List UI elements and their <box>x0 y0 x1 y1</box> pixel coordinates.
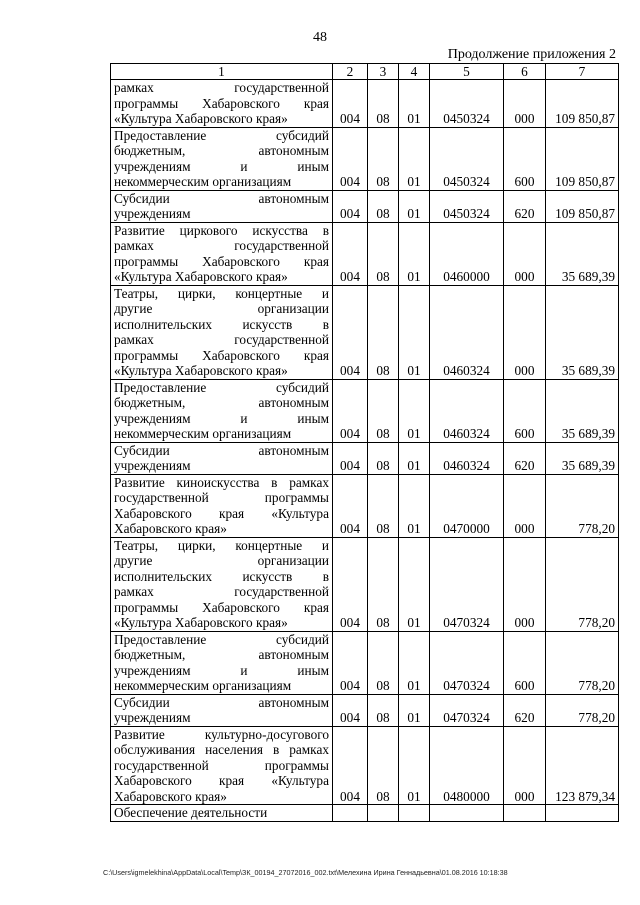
target-article-cell: 0450324 <box>430 127 504 190</box>
description-line: другие организации <box>114 553 329 568</box>
ministry-code-cell: 004 <box>333 222 368 285</box>
subsection-code-cell: 01 <box>399 474 430 537</box>
subsection-code-cell: 01 <box>399 537 430 631</box>
header-cell: 6 <box>504 64 546 80</box>
table-row <box>111 80 619 128</box>
amount-cell: 778,20 <box>546 537 619 631</box>
target-article-cell: 0450324 <box>430 80 504 128</box>
page-number: 48 <box>313 30 327 45</box>
header-cell: 3 <box>368 64 399 80</box>
ministry-code-cell: 004 <box>333 694 368 726</box>
ministry-code-cell: 004 <box>333 537 368 631</box>
amount-cell: 35 689,39 <box>546 442 619 474</box>
section-code-cell: 08 <box>368 474 399 537</box>
amount-cell: 35 689,39 <box>546 222 619 285</box>
section-code-cell: 08 <box>368 285 399 379</box>
row-description <box>111 190 333 222</box>
target-article-cell: 0480000 <box>430 726 504 805</box>
ministry-code-cell: 004 <box>333 474 368 537</box>
description-line: Хабаровского края» <box>114 788 227 804</box>
amount-cell: 35 689,39 <box>546 379 619 442</box>
amount-cell: 778,20 <box>546 474 619 537</box>
ministry-code-cell: 004 <box>333 631 368 694</box>
description-line: рамках государственной <box>114 332 329 347</box>
description-line: учреждениям <box>114 206 191 221</box>
description-line: обслуживания населения в рамках <box>114 742 329 757</box>
amount-cell: 109 850,87 <box>546 190 619 222</box>
row-description <box>111 537 333 631</box>
subsection-code-cell <box>399 805 430 822</box>
ministry-code-cell: 004 <box>333 379 368 442</box>
expense-type-cell: 000 <box>504 726 546 805</box>
file-path-footer: C:\Users\igmelekhina\AppData\Local\Temp\ЗК_00194_27072016_002.txt\Мелехина Ирина Геннадьевна\01.08.2016 10:18:38 <box>103 868 508 877</box>
description-line: учреждениям и иным <box>114 662 329 678</box>
description-line: Развитие циркового искусства в <box>114 222 329 238</box>
subsection-code-cell: 01 <box>399 442 430 474</box>
description-line: другие организации <box>114 301 329 316</box>
header-cell: 7 <box>546 64 619 80</box>
description-line: некоммерческим организациям <box>114 678 292 693</box>
description-line: Предоставление субсидий <box>114 379 329 395</box>
table-row <box>111 537 619 631</box>
row-description <box>111 222 333 285</box>
target-article-cell: 0460324 <box>430 285 504 379</box>
description-line: программы Хабаровского края <box>114 95 329 111</box>
subsection-code-cell: 01 <box>399 80 430 128</box>
description-line: Хабаровского края «Культура <box>114 505 329 521</box>
expense-type-cell: 620 <box>504 190 546 222</box>
row-description <box>111 694 333 726</box>
subsection-code-cell: 01 <box>399 190 430 222</box>
amount-cell <box>546 805 619 822</box>
description-line: Хабаровского края «Культура <box>114 773 329 788</box>
description-line: исполнительских искусств в <box>114 316 329 332</box>
description-line: учреждениям и иным <box>114 410 329 426</box>
description-line: Хабаровского края» <box>114 521 227 536</box>
expense-type-cell: 620 <box>504 442 546 474</box>
section-code-cell: 08 <box>368 631 399 694</box>
description-line: Субсидии автономным <box>114 442 329 458</box>
expense-type-cell: 000 <box>504 80 546 128</box>
description-line: «Культура Хабаровского края» <box>114 269 288 284</box>
description-line: государственной программы <box>114 757 329 773</box>
section-code-cell: 08 <box>368 80 399 128</box>
target-article-cell: 0470324 <box>430 537 504 631</box>
description-line: рамках государственной <box>114 584 329 599</box>
header-cell: 1 <box>111 64 333 80</box>
table-row <box>111 631 619 694</box>
expense-type-cell: 620 <box>504 694 546 726</box>
budget-table <box>110 63 619 822</box>
description-line: бюджетным, автономным <box>114 395 329 410</box>
table-row <box>111 379 619 442</box>
target-article-cell: 0450324 <box>430 190 504 222</box>
description-line: программы Хабаровского края <box>114 347 329 363</box>
section-code-cell: 08 <box>368 442 399 474</box>
description-line: Развитие киноискусства в рамках <box>114 474 329 490</box>
description-line: «Культура Хабаровского края» <box>114 615 288 630</box>
section-code-cell <box>368 805 399 822</box>
section-code-cell: 08 <box>368 222 399 285</box>
table-row <box>111 694 619 726</box>
expense-type-cell: 600 <box>504 379 546 442</box>
description-line: некоммерческим организациям <box>114 426 292 441</box>
amount-cell: 35 689,39 <box>546 285 619 379</box>
description-line: учреждениям <box>114 458 191 473</box>
table-header-row <box>111 64 619 80</box>
table-row <box>111 805 619 822</box>
row-description <box>111 285 333 379</box>
table-row <box>111 285 619 379</box>
description-line: Субсидии автономным <box>114 694 329 710</box>
ministry-code-cell: 004 <box>333 285 368 379</box>
ministry-code-cell: 004 <box>333 726 368 805</box>
row-description <box>111 379 333 442</box>
description-line: «Культура Хабаровского края» <box>114 111 288 126</box>
header-cell: 4 <box>399 64 430 80</box>
amount-cell: 778,20 <box>546 694 619 726</box>
expense-type-cell: 000 <box>504 222 546 285</box>
description-line: Предоставление субсидий <box>114 631 329 647</box>
target-article-cell: 0460324 <box>430 442 504 474</box>
table-row <box>111 442 619 474</box>
expense-type-cell: 600 <box>504 127 546 190</box>
section-code-cell: 08 <box>368 379 399 442</box>
amount-cell: 109 850,87 <box>546 127 619 190</box>
description-line: учреждениям <box>114 710 191 725</box>
description-line: исполнительских искусств в <box>114 568 329 584</box>
description-line: программы Хабаровского края <box>114 253 329 269</box>
description-line: Развитие культурно-досугового <box>114 726 329 742</box>
description-line: государственной программы <box>114 490 329 505</box>
description-line: бюджетным, автономным <box>114 143 329 158</box>
amount-cell: 778,20 <box>546 631 619 694</box>
expense-type-cell: 000 <box>504 474 546 537</box>
description-line: рамках государственной <box>114 80 329 95</box>
section-code-cell: 08 <box>368 537 399 631</box>
description-line: Обеспечение деятельности <box>114 805 268 820</box>
target-article-cell <box>430 805 504 822</box>
description-line: бюджетным, автономным <box>114 647 329 662</box>
row-description <box>111 631 333 694</box>
target-article-cell: 0470000 <box>430 474 504 537</box>
ministry-code-cell: 004 <box>333 80 368 128</box>
description-line: Субсидии автономным <box>114 190 329 206</box>
section-code-cell: 08 <box>368 694 399 726</box>
amount-cell: 109 850,87 <box>546 80 619 128</box>
expense-type-cell: 000 <box>504 285 546 379</box>
row-description <box>111 80 333 128</box>
section-code-cell: 08 <box>368 127 399 190</box>
row-description <box>111 726 333 805</box>
ministry-code-cell: 004 <box>333 442 368 474</box>
header-cell: 2 <box>333 64 368 80</box>
description-line: учреждениям и иным <box>114 158 329 174</box>
table-row <box>111 190 619 222</box>
subsection-code-cell: 01 <box>399 726 430 805</box>
ministry-code-cell: 004 <box>333 190 368 222</box>
subsection-code-cell: 01 <box>399 222 430 285</box>
amount-cell: 123 879,34 <box>546 726 619 805</box>
description-line: некоммерческим организациям <box>114 174 292 189</box>
row-description <box>111 442 333 474</box>
description-line: «Культура Хабаровского края» <box>114 363 288 378</box>
target-article-cell: 0460324 <box>430 379 504 442</box>
row-description <box>111 805 333 822</box>
table-row <box>111 222 619 285</box>
ministry-code-cell <box>333 805 368 822</box>
subsection-code-cell: 01 <box>399 379 430 442</box>
table-row <box>111 474 619 537</box>
target-article-cell: 0460000 <box>430 222 504 285</box>
row-description <box>111 474 333 537</box>
section-code-cell: 08 <box>368 726 399 805</box>
target-article-cell: 0470324 <box>430 631 504 694</box>
subsection-code-cell: 01 <box>399 694 430 726</box>
section-code-cell: 08 <box>368 190 399 222</box>
description-line: программы Хабаровского края <box>114 599 329 615</box>
subsection-code-cell: 01 <box>399 631 430 694</box>
description-line: Театры, цирки, концертные и <box>114 285 329 301</box>
ministry-code-cell: 004 <box>333 127 368 190</box>
target-article-cell: 0470324 <box>430 694 504 726</box>
expense-type-cell: 600 <box>504 631 546 694</box>
row-description <box>111 127 333 190</box>
table-row <box>111 726 619 805</box>
continuation-label: Продолжение приложения 2 <box>447 47 616 62</box>
header-cell: 5 <box>430 64 504 80</box>
expense-type-cell <box>504 805 546 822</box>
description-line: Предоставление субсидий <box>114 127 329 143</box>
subsection-code-cell: 01 <box>399 127 430 190</box>
description-line: рамках государственной <box>114 238 329 253</box>
expense-type-cell: 000 <box>504 537 546 631</box>
table-row <box>111 127 619 190</box>
description-line: Театры, цирки, концертные и <box>114 537 329 553</box>
subsection-code-cell: 01 <box>399 285 430 379</box>
